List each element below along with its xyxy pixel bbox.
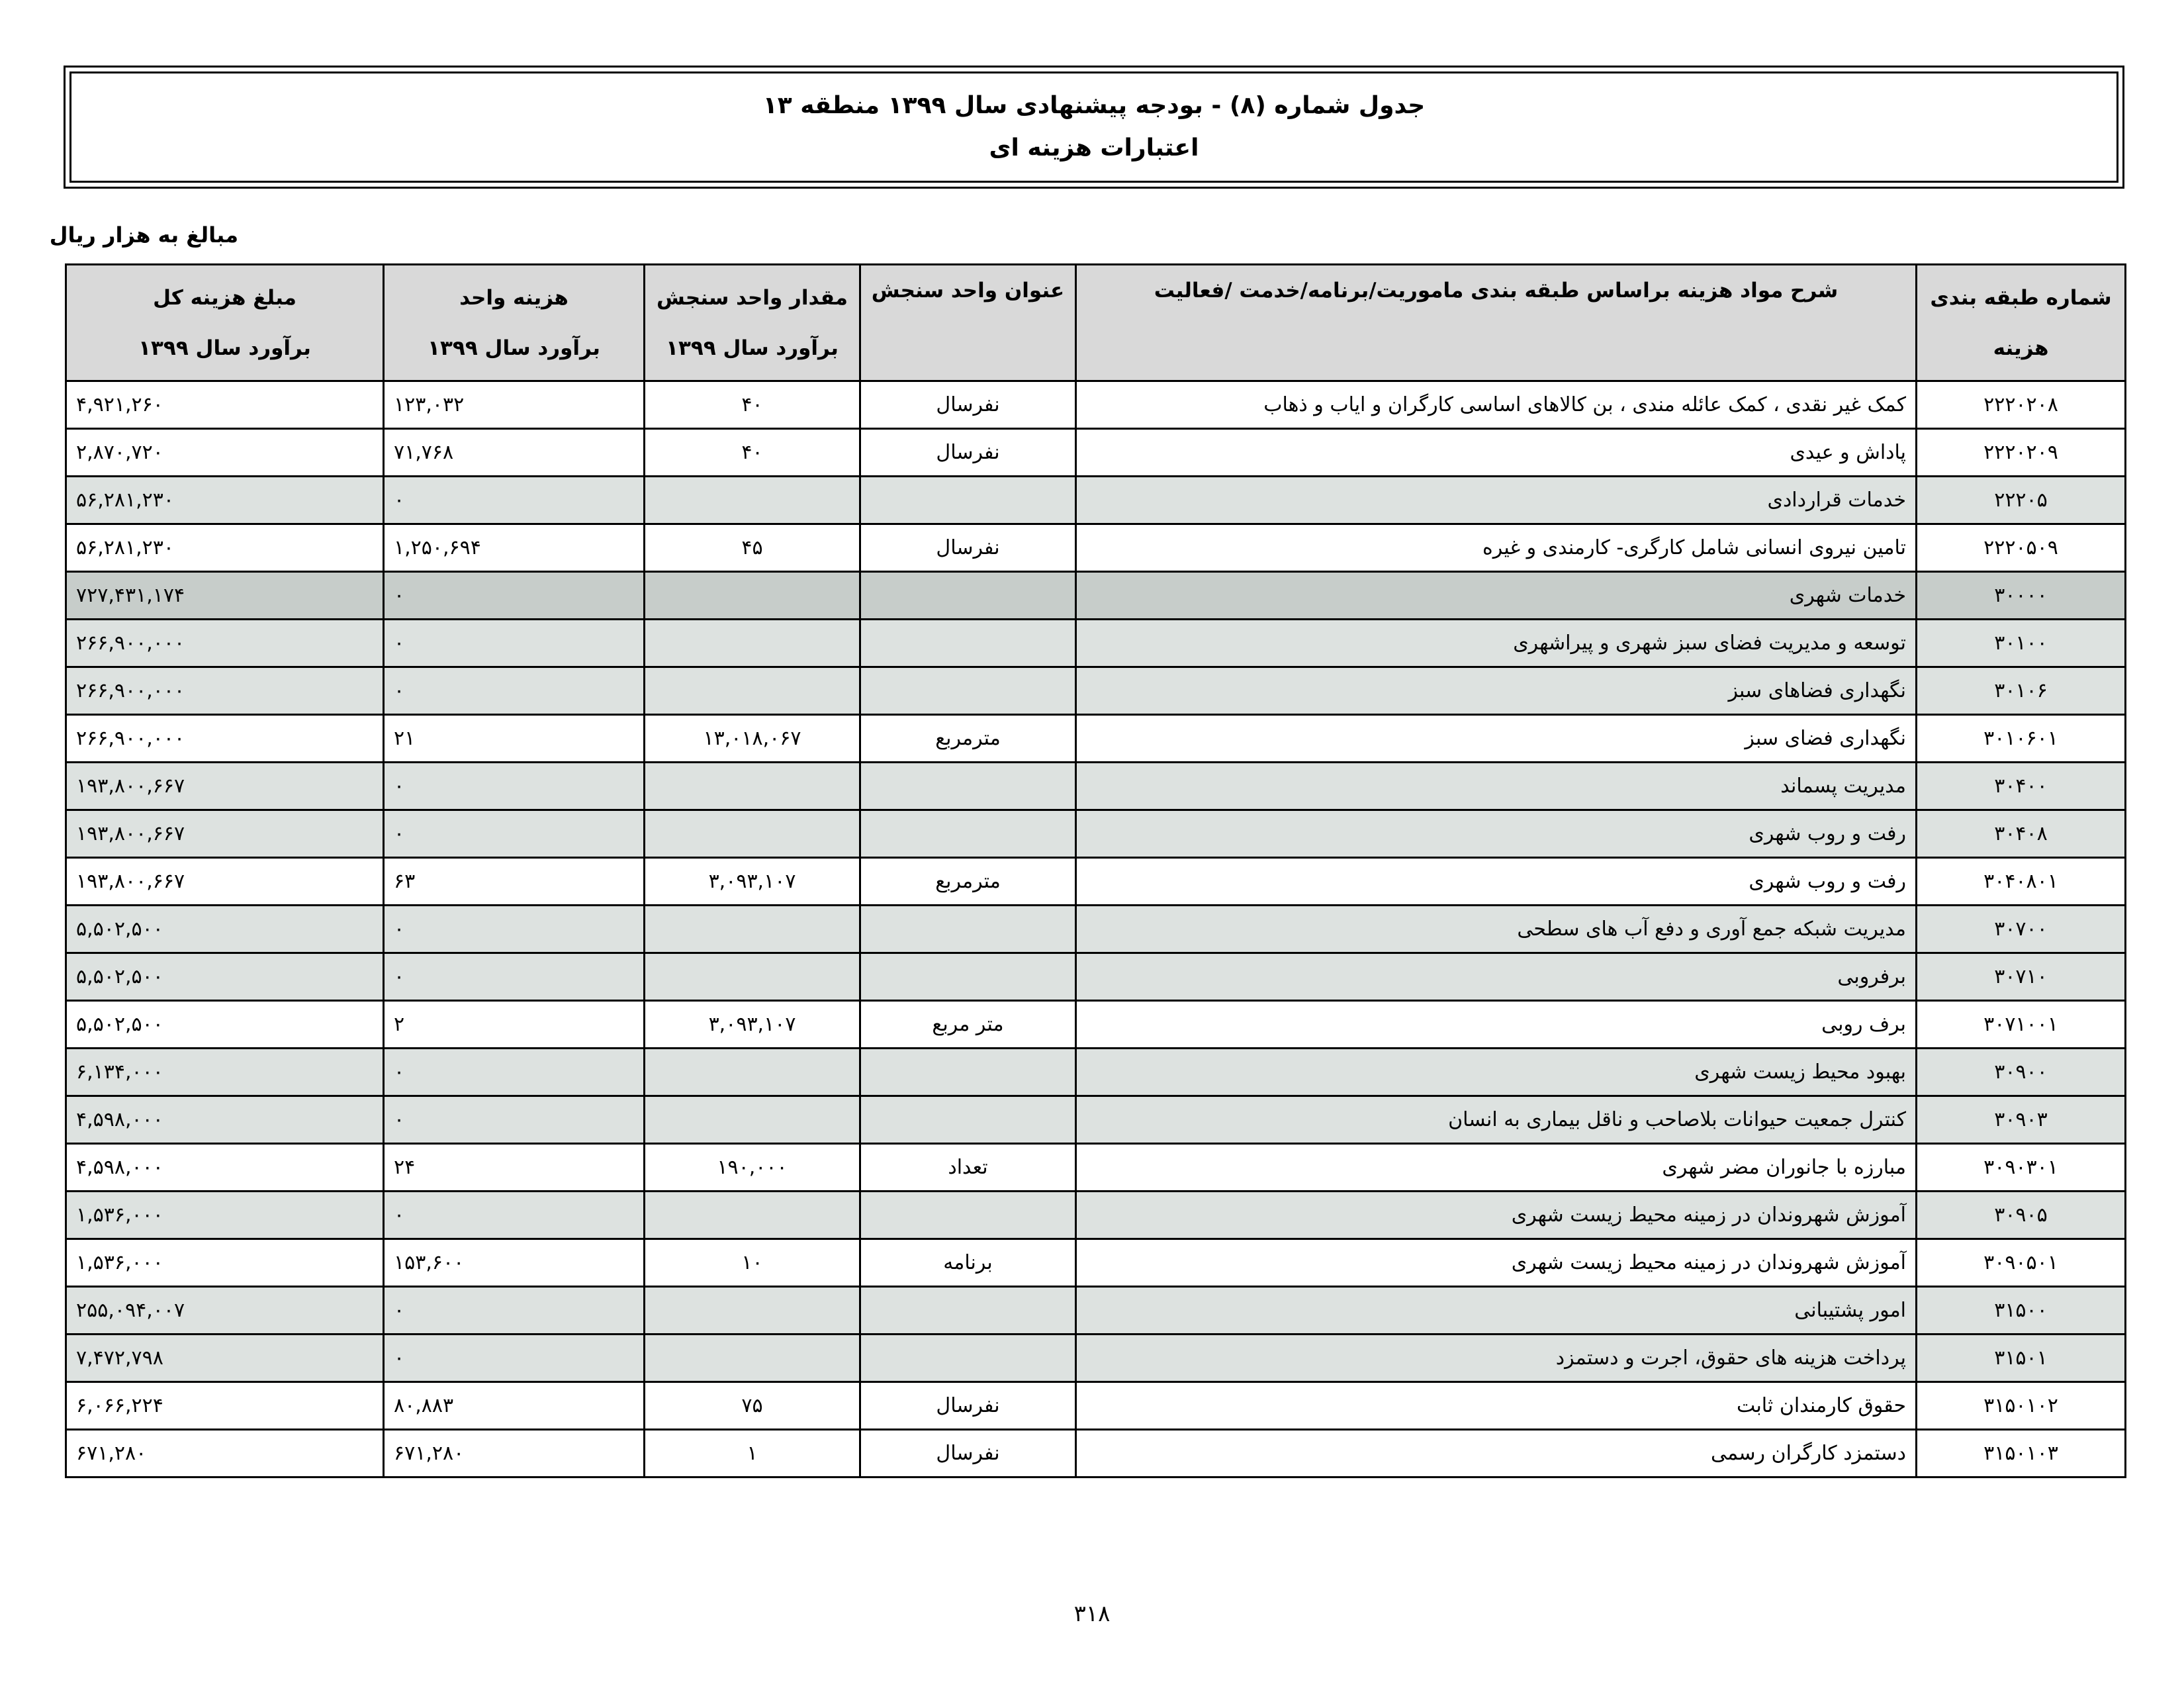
cell-code: ۳۰۷۱۰۰۱ [1917,1001,2126,1049]
table-subtitle: اعتبارات هزینه ای [989,134,1199,162]
cell-description: توسعه و مدیریت فضای سبز شهری و پیراشهری [1076,620,1917,667]
cell-unit: نفرسال [860,429,1076,477]
cell-quantity: ۴۵ [645,524,860,572]
cell-unit-cost: ۰ [384,763,645,810]
table-row [66,1239,2126,1287]
cell-unit [860,1192,1076,1239]
table-row [66,524,2126,572]
cell-unit: نفرسال [860,1382,1076,1430]
cell-code: ۳۰۴۰۸ [1917,810,2126,858]
table-row [66,429,2126,477]
cell-quantity: ۳,۰۹۳,۱۰۷ [645,858,860,906]
cell-unit [860,1049,1076,1096]
header-description [1076,265,1917,381]
cell-unit: مترمربع [860,858,1076,906]
cell-code: ۲۲۲۰۵۰۹ [1917,524,2126,572]
cell-code: ۲۲۲۰۲۰۸ [1917,381,2126,429]
cell-unit-cost: ۲۱ [384,715,645,763]
cell-code: ۳۰۱۰۶ [1917,667,2126,715]
cell-unit: تعداد [860,1144,1076,1192]
cell-unit [860,572,1076,620]
cell-description: حقوق کارمندان ثابت [1076,1382,1917,1430]
cell-description: مبارزه با جانوران مضر شهری [1076,1144,1917,1192]
table-row [66,572,2126,620]
table-row [66,1335,2126,1382]
cell-code: ۲۲۲۰۲۰۹ [1917,429,2126,477]
table-row [66,667,2126,715]
cell-quantity [645,1287,860,1335]
cell-total-cost: ۱۹۳,۸۰۰,۶۶۷ [66,763,384,810]
cell-total-cost: ۱۹۳,۸۰۰,۶۶۷ [66,858,384,906]
budget-table [65,263,2126,1478]
cell-total-cost: ۷۲۷,۴۳۱,۱۷۴ [66,572,384,620]
cell-unit-cost: ۰ [384,1287,645,1335]
table-row [66,1049,2126,1096]
header-unit-cost [384,265,645,381]
cell-code: ۳۱۵۰۰ [1917,1287,2126,1335]
cell-description: نگهداری فضای سبز [1076,715,1917,763]
cell-quantity [645,906,860,953]
cell-unit-cost: ۷۱,۷۶۸ [384,429,645,477]
table-row [66,858,2126,906]
cell-description: برفروبی [1076,953,1917,1001]
table-title: جدول شماره (۸) - بودجه پیشنهادی سال ۱۳۹۹ منطقه ۱۳ [762,92,1426,119]
cell-total-cost: ۷,۴۷۲,۷۹۸ [66,1335,384,1382]
cell-code: ۲۲۲۰۵ [1917,477,2126,524]
cell-description: خدمات قراردادی [1076,477,1917,524]
cell-code: ۳۰۷۱۰ [1917,953,2126,1001]
cell-description: کمک غیر نقدی ، کمک عائله مندی ، بن کالاهای اساسی کارگران و ایاب و ذهاب [1076,381,1917,429]
cell-quantity [645,953,860,1001]
cell-quantity: ۳,۰۹۳,۱۰۷ [645,1001,860,1049]
header-quantity-line1: مقدار واحد سنجش [657,285,848,310]
cell-total-cost: ۵۶,۲۸۱,۲۳۰ [66,477,384,524]
cell-description: کنترل جمعیت حیوانات بلاصاحب و ناقل بیماری به انسان [1076,1096,1917,1144]
table-row [66,1144,2126,1192]
cell-unit-cost: ۲۴ [384,1144,645,1192]
cell-total-cost: ۵۶,۲۸۱,۲۳۰ [66,524,384,572]
table-row [66,620,2126,667]
cell-unit [860,477,1076,524]
cell-unit [860,1287,1076,1335]
header-code [1917,265,2126,381]
cell-unit-cost: ۰ [384,667,645,715]
table-row [66,1192,2126,1239]
cell-code: ۳۰۹۰۵ [1917,1192,2126,1239]
table-row [66,1096,2126,1144]
cell-total-cost: ۵,۵۰۲,۵۰۰ [66,906,384,953]
header-description-text: شرح مواد هزینه براساس طبقه بندی ماموریت/برنامه/خدمت /فعالیت [1154,279,1839,303]
cell-unit: برنامه [860,1239,1076,1287]
cell-total-cost: ۴,۵۹۸,۰۰۰ [66,1096,384,1144]
cell-unit-cost: ۰ [384,1049,645,1096]
page-number: ۳۱۸ [1073,1601,1111,1627]
cell-total-cost: ۱,۵۳۶,۰۰۰ [66,1192,384,1239]
cell-quantity [645,572,860,620]
table-row [66,1287,2126,1335]
table-row [66,906,2126,953]
cell-code: ۳۰۱۰۰ [1917,620,2126,667]
cell-unit-cost: ۶۷۱,۲۸۰ [384,1430,645,1477]
cell-description: رفت و روب شهری [1076,810,1917,858]
cell-quantity: ۱۹۰,۰۰۰ [645,1144,860,1192]
cell-total-cost: ۲,۸۷۰,۷۲۰ [66,429,384,477]
cell-unit-cost: ۰ [384,953,645,1001]
cell-unit-cost: ۰ [384,477,645,524]
cell-total-cost: ۶۷۱,۲۸۰ [66,1430,384,1477]
cell-quantity [645,810,860,858]
cell-unit [860,906,1076,953]
cell-quantity [645,1049,860,1096]
cell-description: پاداش و عیدی [1076,429,1917,477]
cell-description: خدمات شهری [1076,572,1917,620]
header-code-line2: هزینه [1993,336,2049,360]
cell-description: پرداخت هزینه های حقوق، اجرت و دستمزد [1076,1335,1917,1382]
cell-total-cost: ۴,۵۹۸,۰۰۰ [66,1144,384,1192]
cell-total-cost: ۱۹۳,۸۰۰,۶۶۷ [66,810,384,858]
cell-unit [860,1335,1076,1382]
cell-total-cost: ۲۵۵,۰۹۴,۰۰۷ [66,1287,384,1335]
cell-total-cost: ۴,۹۲۱,۲۶۰ [66,381,384,429]
cell-quantity [645,477,860,524]
cell-unit-cost: ۱۲۳,۰۳۲ [384,381,645,429]
header-quantity [645,265,860,381]
title-box [64,66,2124,189]
cell-unit: مترمربع [860,715,1076,763]
cell-description: مدیریت پسماند [1076,763,1917,810]
cell-quantity: ۴۰ [645,381,860,429]
cell-unit [860,620,1076,667]
cell-description: آموزش شهروندان در زمینه محیط زیست شهری [1076,1239,1917,1287]
cell-unit [860,953,1076,1001]
cell-unit [860,763,1076,810]
cell-unit [860,810,1076,858]
header-unit-text: عنوان واحد سنجش [871,279,1065,303]
header-unit-cost-line1: هزینه واحد [459,285,569,310]
cell-unit-cost: ۰ [384,1192,645,1239]
header-quantity-line2: برآورد سال ۱۳۹۹ [666,336,839,360]
cell-unit-cost: ۰ [384,1096,645,1144]
cell-total-cost: ۲۶۶,۹۰۰,۰۰۰ [66,715,384,763]
cell-unit: نفرسال [860,524,1076,572]
cell-unit-cost: ۶۳ [384,858,645,906]
cell-description: تامین نیروی انسانی شامل کارگری- کارمندی و غیره [1076,524,1917,572]
cell-code: ۳۰۴۰۸۰۱ [1917,858,2126,906]
cell-code: ۳۰۴۰۰ [1917,763,2126,810]
cell-code: ۳۰۹۰۰ [1917,1049,2126,1096]
cell-quantity [645,667,860,715]
cell-code: ۳۱۵۰۱ [1917,1335,2126,1382]
cell-quantity [645,1192,860,1239]
cell-unit-cost: ۱۵۳,۶۰۰ [384,1239,645,1287]
cell-code: ۳۰۱۰۶۰۱ [1917,715,2126,763]
cell-total-cost: ۱,۵۳۶,۰۰۰ [66,1239,384,1287]
cell-description: بهبود محیط زیست شهری [1076,1049,1917,1096]
cell-description: امور پشتیبانی [1076,1287,1917,1335]
header-unit-cost-line2: برآورد سال ۱۳۹۹ [428,336,600,360]
table-row [66,1001,2126,1049]
cell-code: ۳۰۹۰۳ [1917,1096,2126,1144]
header-total-cost-line1: مبلغ هزینه کل [153,285,296,310]
cell-unit: نفرسال [860,381,1076,429]
title-inner-frame [69,71,2118,183]
table-row [66,1430,2126,1477]
header-code-line1: شماره طبقه بندی [1930,285,2112,310]
cell-quantity: ۷۵ [645,1382,860,1430]
cell-unit-cost: ۰ [384,1335,645,1382]
cell-quantity: ۱ [645,1430,860,1477]
cell-unit [860,667,1076,715]
table-row [66,477,2126,524]
cell-total-cost: ۲۶۶,۹۰۰,۰۰۰ [66,620,384,667]
cell-total-cost: ۶,۱۳۴,۰۰۰ [66,1049,384,1096]
cell-quantity [645,1096,860,1144]
cell-description: رفت و روب شهری [1076,858,1917,906]
cell-unit-cost: ۲ [384,1001,645,1049]
header-total-cost-line2: برآورد سال ۱۳۹۹ [138,336,311,360]
cell-quantity [645,620,860,667]
currency-unit-note: مبالغ به هزار ریال [49,222,238,248]
cell-description: برف روبی [1076,1001,1917,1049]
cell-description: آموزش شهروندان در زمینه محیط زیست شهری [1076,1192,1917,1239]
table-row [66,381,2126,429]
cell-description: مدیریت شبکه جمع آوری و دفع آب های سطحی [1076,906,1917,953]
cell-quantity [645,763,860,810]
cell-total-cost: ۵,۵۰۲,۵۰۰ [66,953,384,1001]
cell-quantity: ۴۰ [645,429,860,477]
cell-code: ۳۰۷۰۰ [1917,906,2126,953]
cell-quantity: ۱۰ [645,1239,860,1287]
cell-description: نگهداری فضاهای سبز [1076,667,1917,715]
table-header-row [66,265,2126,381]
cell-quantity: ۱۳,۰۱۸,۰۶۷ [645,715,860,763]
cell-code: ۳۰۹۰۵۰۱ [1917,1239,2126,1287]
table-row [66,715,2126,763]
cell-unit: متر مربع [860,1001,1076,1049]
cell-unit-cost: ۰ [384,810,645,858]
cell-unit-cost: ۸۰,۸۸۳ [384,1382,645,1430]
cell-unit [860,1096,1076,1144]
cell-unit-cost: ۰ [384,620,645,667]
cell-unit-cost: ۱,۲۵۰,۶۹۴ [384,524,645,572]
table-row [66,763,2126,810]
table-row [66,810,2126,858]
cell-quantity [645,1335,860,1382]
header-total-cost [66,265,384,381]
cell-code: ۳۰۰۰۰ [1917,572,2126,620]
cell-total-cost: ۶,۰۶۶,۲۲۴ [66,1382,384,1430]
header-unit [860,265,1076,381]
table-row [66,1382,2126,1430]
cell-code: ۳۰۹۰۳۰۱ [1917,1144,2126,1192]
table-row [66,953,2126,1001]
cell-unit-cost: ۰ [384,572,645,620]
cell-total-cost: ۲۶۶,۹۰۰,۰۰۰ [66,667,384,715]
cell-description: دستمزد کارگران رسمی [1076,1430,1917,1477]
cell-unit: نفرسال [860,1430,1076,1477]
cell-code: ۳۱۵۰۱۰۳ [1917,1430,2126,1477]
cell-code: ۳۱۵۰۱۰۲ [1917,1382,2126,1430]
cell-total-cost: ۵,۵۰۲,۵۰۰ [66,1001,384,1049]
cell-unit-cost: ۰ [384,906,645,953]
